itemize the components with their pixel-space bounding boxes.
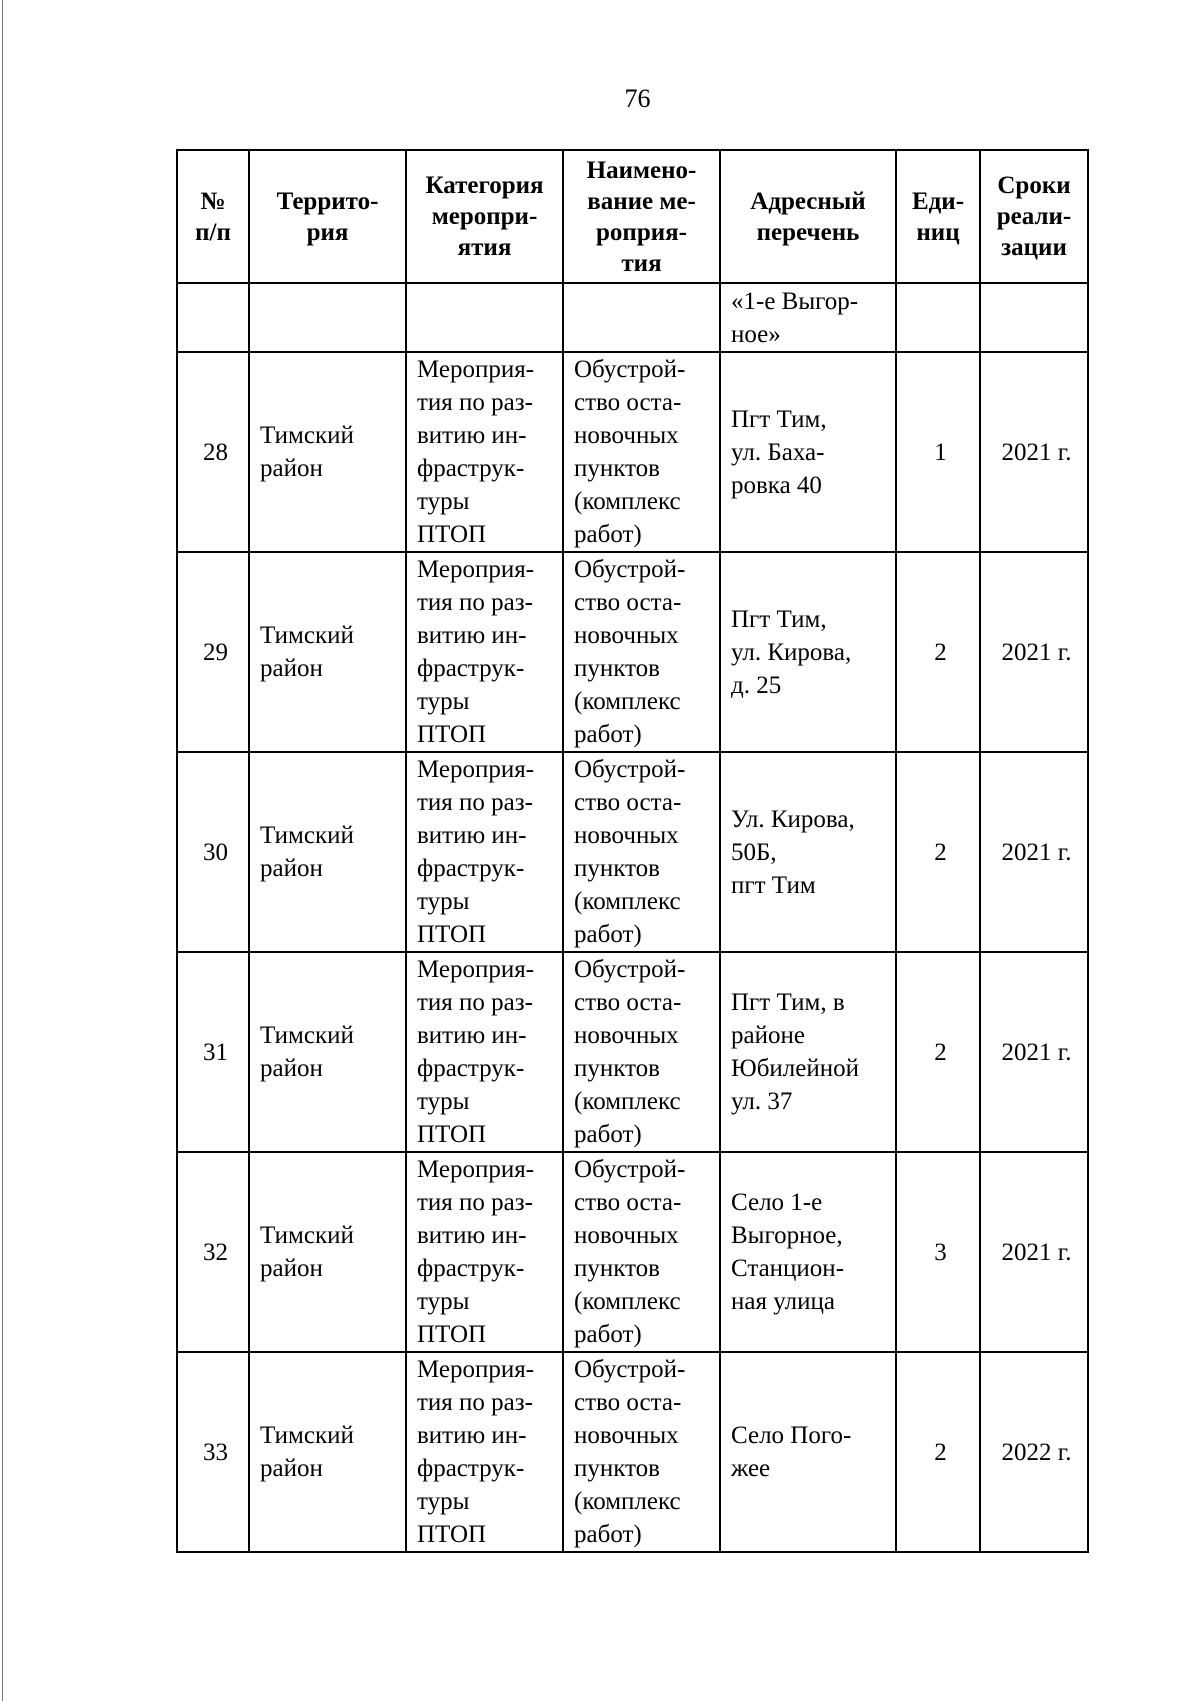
scan-edge-line xyxy=(2,0,3,1701)
number-cell: 33 xyxy=(177,1352,249,1552)
terms-cell: 2022 г. xyxy=(980,1352,1088,1552)
event-name-cell: Обустрой- ство оста- новочных пунктов (комплекс работ) xyxy=(563,1352,720,1552)
header-category: Категория меропри- ятия xyxy=(406,150,563,283)
event-name-cell: Обустрой- ство оста- новочных пунктов (комплекс работ) xyxy=(563,552,720,752)
number-cell: 31 xyxy=(177,952,249,1152)
event-name-cell: Обустрой- ство оста- новочных пунктов (комплекс работ) xyxy=(563,952,720,1152)
terms-cell: 2021 г. xyxy=(980,352,1088,552)
table-row xyxy=(177,952,1088,1152)
table-row xyxy=(177,1152,1088,1352)
category-cell: Мероприя- тия по раз- витию ин- фраструк- туры ПТОП xyxy=(406,952,563,1152)
address-cell: Пгт Тим, ул. Кирова, д. 25 xyxy=(720,552,896,752)
address-cell: Ул. Кирова, 50Б, пгт Тим xyxy=(720,752,896,952)
number-cell: 30 xyxy=(177,752,249,952)
table-row xyxy=(177,352,1088,552)
page-number: 76 xyxy=(624,84,651,113)
units-cell: 3 xyxy=(896,1152,980,1352)
units-cell: 2 xyxy=(896,1352,980,1552)
address-cell: Пгт Тим, ул. Баха- ровка 40 xyxy=(720,352,896,552)
terms-cell: 2021 г. xyxy=(980,952,1088,1152)
territory-cell: Тимский район xyxy=(249,352,406,552)
category-cell: Мероприя- тия по раз- витию ин- фраструк- туры ПТОП xyxy=(406,552,563,752)
address-cell: «1-е Выгор- ное» xyxy=(720,283,896,352)
table-row xyxy=(177,1352,1088,1552)
event-name-cell: Обустрой- ство оста- новочных пунктов (комплекс работ) xyxy=(563,352,720,552)
terms-cell: 2021 г. xyxy=(980,752,1088,952)
table-cell xyxy=(406,283,563,352)
header-units: Еди- ниц xyxy=(896,150,980,283)
category-cell: Мероприя- тия по раз- витию ин- фраструк- туры ПТОП xyxy=(406,352,563,552)
event-name-cell: Обустрой- ство оста- новочных пунктов (комплекс работ) xyxy=(563,1152,720,1352)
header-number: № п/п xyxy=(177,150,249,283)
category-cell: Мероприя- тия по раз- витию ин- фраструк- туры ПТОП xyxy=(406,1152,563,1352)
units-cell: 2 xyxy=(896,752,980,952)
category-cell: Мероприя- тия по раз- витию ин- фраструк- туры ПТОП xyxy=(406,1352,563,1552)
number-cell: 28 xyxy=(177,352,249,552)
territory-cell: Тимский район xyxy=(249,552,406,752)
address-cell: Село Пого- жее xyxy=(720,1352,896,1552)
table-row xyxy=(177,752,1088,952)
table-cell xyxy=(249,283,406,352)
events-table xyxy=(176,149,1089,1553)
event-name-cell: Обустрой- ство оста- новочных пунктов (комплекс работ) xyxy=(563,752,720,952)
category-cell: Мероприя- тия по раз- витию ин- фраструк- туры ПТОП xyxy=(406,752,563,952)
table-row xyxy=(177,552,1088,752)
territory-cell: Тимский район xyxy=(249,952,406,1152)
territory-cell: Тимский район xyxy=(249,1352,406,1552)
address-cell: Село 1-е Выгорное, Станцион- ная улица xyxy=(720,1152,896,1352)
table-continuation-row xyxy=(177,283,1088,352)
terms-cell: 2021 г. xyxy=(980,1152,1088,1352)
table-cell xyxy=(980,283,1088,352)
header-address: Адресный перечень xyxy=(720,150,896,283)
header-territory: Террито- рия xyxy=(249,150,406,283)
units-cell: 2 xyxy=(896,952,980,1152)
table-cell xyxy=(177,283,249,352)
number-cell: 29 xyxy=(177,552,249,752)
header-terms: Сроки реали- зации xyxy=(980,150,1088,283)
address-cell: Пгт Тим, в районе Юбилейной ул. 37 xyxy=(720,952,896,1152)
table-header-row xyxy=(177,150,1088,283)
units-cell: 2 xyxy=(896,552,980,752)
table-cell xyxy=(896,283,980,352)
units-cell: 1 xyxy=(896,352,980,552)
territory-cell: Тимский район xyxy=(249,752,406,952)
territory-cell: Тимский район xyxy=(249,1152,406,1352)
number-cell: 32 xyxy=(177,1152,249,1352)
terms-cell: 2021 г. xyxy=(980,552,1088,752)
header-event-name: Наимено- вание ме- роприя- тия xyxy=(563,150,720,283)
table-cell xyxy=(563,283,720,352)
